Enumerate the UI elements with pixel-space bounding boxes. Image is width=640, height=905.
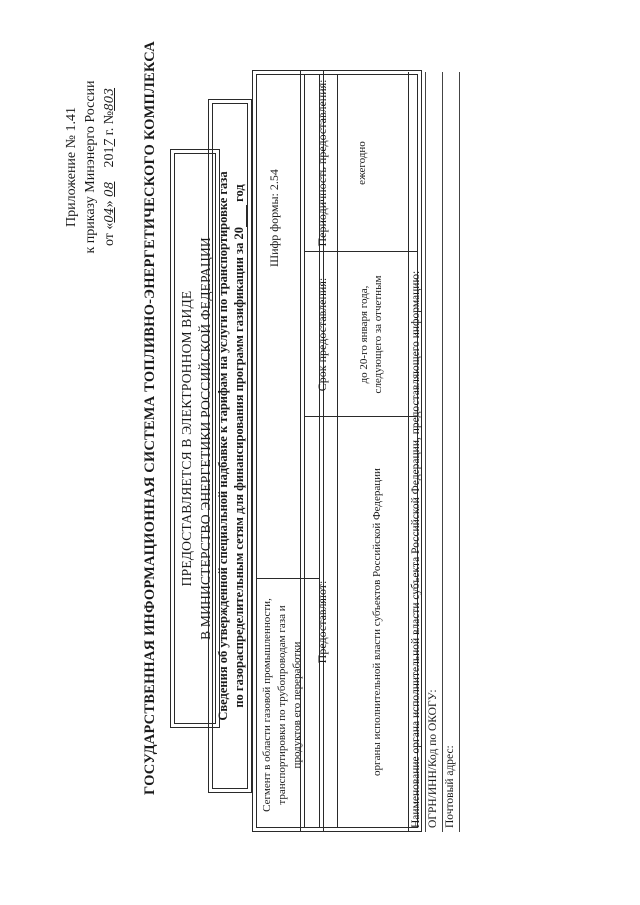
org-address-label: Почтовый адрес: xyxy=(444,745,456,828)
details-table xyxy=(300,70,422,832)
details-value-periodicity: ежегодно xyxy=(356,141,368,185)
form-subject-line1: Сведения об утвержденной специальной надбавке к тарифам на услуги по транспортировке газа xyxy=(216,171,230,721)
handwritten-year: 7 xyxy=(102,138,116,147)
organization-info xyxy=(408,72,468,832)
form-code: Шифр формы: 2.54 xyxy=(267,169,281,267)
org-rule-1 xyxy=(425,72,426,832)
page-title: ГОСУДАРСТВЕННАЯ ИНФОРМАЦИОННАЯ СИСТЕМА ТОПЛИВНО-ЭНЕРГЕТИЧЕСКОГО КОМПЛЕКСА xyxy=(142,41,158,795)
handwritten-month: 08 xyxy=(102,181,116,197)
details-header-providers: Предоставляют: xyxy=(315,580,329,664)
appendix-number: Приложение № 1.41 xyxy=(64,107,79,227)
appendix-order: к приказу Минэнерго России xyxy=(83,80,98,254)
handwritten-number: 803 xyxy=(102,87,116,111)
org-ogrn-label: ОГРН/ИНН/Код по ОКОГУ: xyxy=(427,689,439,828)
appendix-block xyxy=(62,49,119,285)
segment-text: Сегмент в области газовой промышленности, транспортировки по трубопроводам газа и продуктов его переработки xyxy=(261,598,303,812)
form-subject-line2: по газораспределительным сетям для финансирования программ газификации за 20 год xyxy=(232,184,246,708)
submit-notice-line1: ПРЕДОСТАВЛЯЕТСЯ В ЭЛЕКТРОННОМ ВИДЕ xyxy=(179,290,194,587)
org-rule-2 xyxy=(442,72,443,832)
details-value-providers: органы исполнительной власти субъектов Российской Федерации xyxy=(371,468,383,776)
details-header-divider xyxy=(337,75,338,827)
details-header-deadline: Срок предоставления: xyxy=(315,277,329,392)
handwritten-day: 04 xyxy=(102,207,116,223)
form-subject-inner xyxy=(212,103,248,789)
details-table-inner xyxy=(304,74,418,828)
org-rule-3 xyxy=(459,72,460,832)
form-subject-box xyxy=(208,99,252,793)
org-name-label: Наименование органа исполнительной власти субъекта Российской Федерации, предоставляющего информацию: xyxy=(410,270,422,828)
details-header-periodicity: Периодичность предоставления: xyxy=(315,79,329,247)
org-top-rule xyxy=(408,72,409,832)
details-value-deadline: до 20-го января года, следующего за отчетным xyxy=(358,275,384,394)
year-blank-field xyxy=(234,205,247,227)
appendix-date: от «04» 08 2017 г. №803 xyxy=(102,87,117,247)
submit-notice-line2: В МИНИСТЕРСТВО ЭНЕРГЕТИКИ РОССИЙСКОЙ ФЕДЕРАЦИИ xyxy=(198,237,213,640)
